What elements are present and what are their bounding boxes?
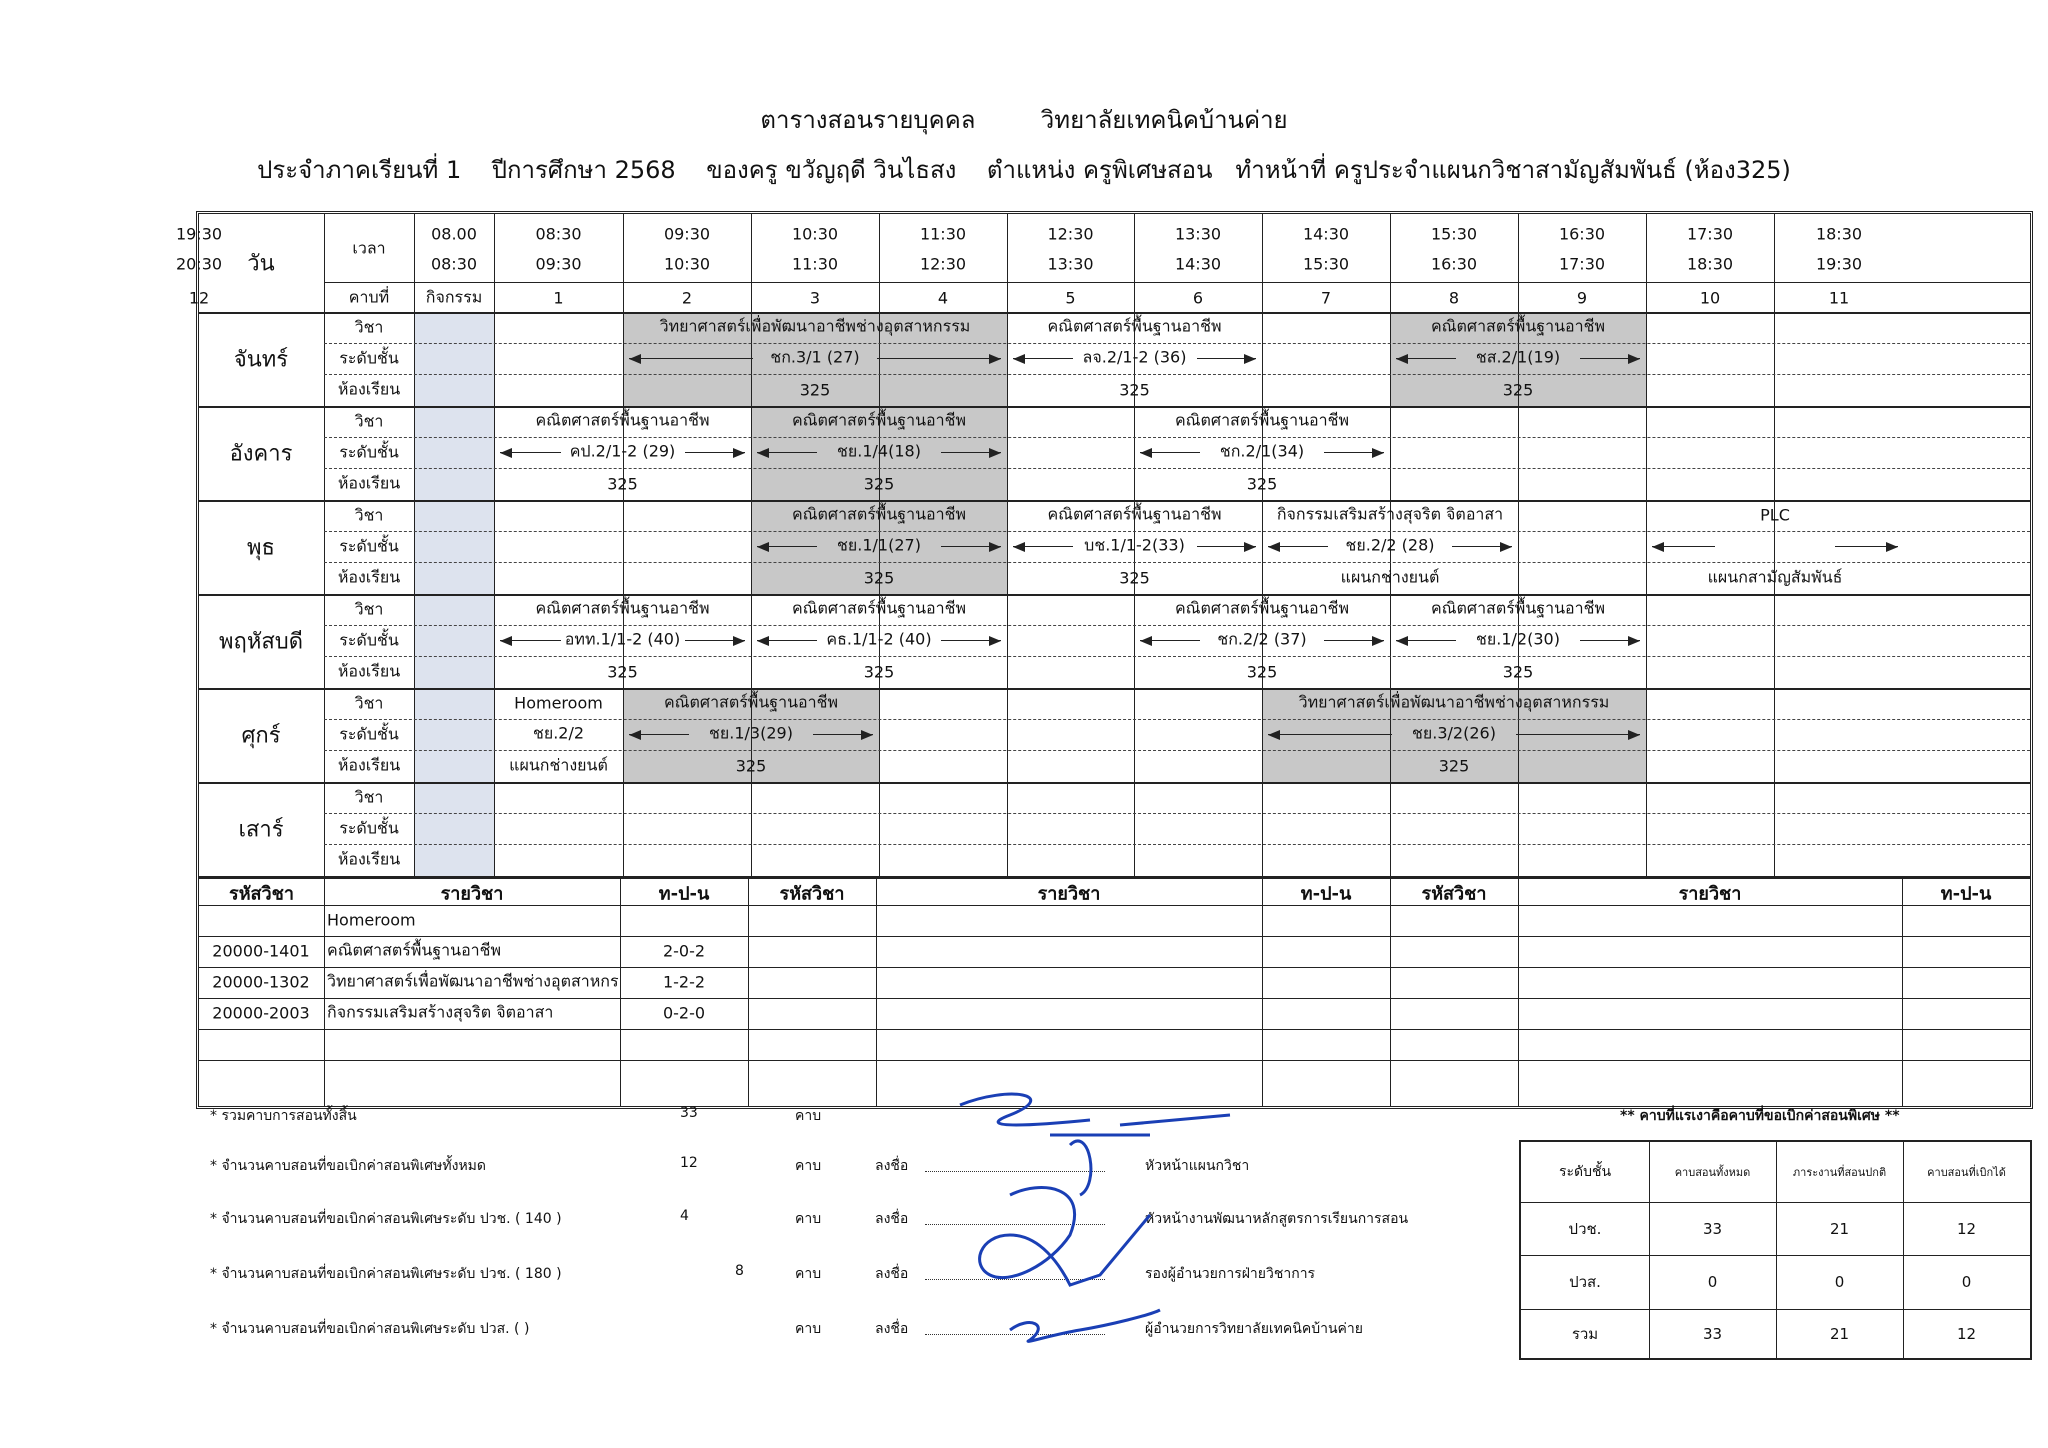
arrow-head-left bbox=[1013, 542, 1025, 552]
grid-line bbox=[324, 879, 325, 1106]
course-code-header: รหัสวิชา bbox=[229, 883, 294, 905]
signer-title: รองผู้อำนวยการฝ่ายวิชาการ bbox=[1145, 1266, 1316, 1282]
time-end: 10:30 bbox=[663, 254, 711, 274]
grid-line bbox=[1521, 1309, 2030, 1310]
course-name-header: รายวิชา bbox=[440, 883, 504, 905]
footer-line-value: 8 bbox=[735, 1263, 744, 1279]
session-level: ชย.1/1(27) bbox=[837, 535, 921, 555]
grid-line bbox=[199, 1060, 2030, 1061]
time-end: 15:30 bbox=[1302, 254, 1350, 274]
footer-line-label: * จำนวนคาบสอนที่ขอเบิกค่าสอนพิเศษระดับ ปวช. ( 180 ) bbox=[210, 1266, 562, 1282]
grid-line bbox=[199, 936, 2030, 937]
college-name: วิทยาลัยเทคนิคบ้านค่าย bbox=[1040, 106, 1288, 134]
grid-line bbox=[199, 998, 2030, 999]
row-label: ระดับชั้น bbox=[339, 536, 399, 556]
semester: ประจำภาคเรียนที่ 1 bbox=[257, 156, 462, 184]
grid-line bbox=[324, 656, 2030, 657]
period-number: 2 bbox=[681, 288, 693, 308]
summary-cell: 12 bbox=[1956, 1219, 1977, 1238]
arrow-head-left bbox=[757, 542, 769, 552]
signature-drawing bbox=[950, 1085, 1280, 1355]
summary-cell: รวม bbox=[1571, 1324, 1599, 1343]
session-subject: คณิตศาสตร์พื้นฐานอาชีพ bbox=[535, 410, 710, 430]
session-room: 325 bbox=[1119, 380, 1150, 400]
day-label: อังคาร bbox=[229, 441, 293, 467]
document-subtitle bbox=[0, 150, 2048, 189]
span-arrow bbox=[629, 358, 753, 359]
grid-line bbox=[1649, 1142, 1650, 1358]
grid-line bbox=[1518, 879, 1519, 1106]
grid-line bbox=[1521, 1202, 2030, 1203]
summary-cell: 0 bbox=[1707, 1273, 1718, 1291]
session-level: อทท.1/1-2 (40) bbox=[564, 629, 681, 649]
grid-line bbox=[324, 719, 2030, 720]
course-tpn-header: ท-ป-น bbox=[658, 883, 710, 905]
session-subject: คณิตศาสตร์พื้นฐานอาชีพ bbox=[1174, 410, 1350, 430]
grid-line bbox=[324, 844, 2030, 845]
period-number: 4 bbox=[937, 288, 949, 308]
course-code-header: รหัสวิชา bbox=[779, 883, 845, 905]
footer-line-value: 4 bbox=[680, 1208, 689, 1224]
grid-line bbox=[1262, 879, 1263, 1106]
course-tpn: 2-0-2 bbox=[662, 941, 706, 961]
arrow-head-left bbox=[1396, 636, 1408, 646]
summary-table bbox=[1519, 1140, 2032, 1360]
grid-line bbox=[324, 282, 2030, 283]
day-label: เสาร์ bbox=[238, 817, 284, 843]
time-start: 18:30 bbox=[1815, 224, 1863, 244]
session-subject: Homeroom bbox=[514, 693, 603, 713]
session-room: 325 bbox=[607, 474, 638, 494]
course-tpn: 1-2-2 bbox=[662, 972, 706, 992]
arrow-head-left bbox=[1268, 542, 1280, 552]
teacher-name: ของครู ขวัญฤดี วินไธสง bbox=[706, 156, 957, 184]
grid-line bbox=[324, 562, 2030, 563]
day-label: พฤหัสบดี bbox=[218, 629, 304, 655]
session-level: ชก.2/1(34) bbox=[1219, 441, 1305, 461]
time-end: 14:30 bbox=[1174, 254, 1222, 274]
day-label: จันทร์ bbox=[233, 347, 289, 373]
summary-cell: 33 bbox=[1702, 1219, 1723, 1238]
session-subject: คณิตศาสตร์พื้นฐานอาชีพ bbox=[1430, 598, 1606, 618]
summary-cell: 12 bbox=[1956, 1324, 1977, 1343]
session-subject: กิจกรรมเสริมสร้างสุจริต จิตอาสา bbox=[1276, 504, 1504, 524]
time-end: 12:30 bbox=[919, 254, 967, 274]
arrow-head-right bbox=[1372, 636, 1384, 646]
session-subject: วิทยาศาสตร์เพื่อพัฒนาอาชีพช่างอุตสาหกรรม bbox=[1298, 692, 1610, 712]
session-subject: คณิตศาสตร์พื้นฐานอาชีพ bbox=[663, 692, 839, 712]
row-label: ห้องเรียน bbox=[337, 567, 401, 587]
session-level: บช.1/1-2(33) bbox=[1084, 535, 1185, 555]
row-label: วิชา bbox=[354, 505, 384, 525]
row-label: ระดับชั้น bbox=[339, 724, 399, 744]
time-start: 10:30 bbox=[791, 224, 839, 244]
grid-line bbox=[1903, 1142, 1904, 1358]
arrow-head-left bbox=[629, 730, 641, 740]
academic-year: ปีการศึกษา 2568 bbox=[491, 156, 676, 184]
grid-line bbox=[324, 750, 2030, 751]
arrow-head-right bbox=[733, 636, 745, 646]
summary-cell: ปวช. bbox=[1568, 1219, 1602, 1238]
course-code: 20000-1302 bbox=[212, 972, 310, 992]
time-start: 13:30 bbox=[1174, 224, 1222, 244]
summary-header: คาบสอนที่เบิกได้ bbox=[1927, 1166, 2006, 1179]
sign-label: ลงชื่อ bbox=[875, 1211, 909, 1227]
time-end: 18:30 bbox=[1686, 254, 1734, 274]
session-room: 325 bbox=[1119, 568, 1150, 588]
row-label: ระดับชั้น bbox=[339, 348, 399, 368]
arrow-head-left bbox=[629, 354, 641, 364]
grid-line bbox=[199, 688, 2030, 690]
signer-title: หัวหน้าแผนกวิชา bbox=[1145, 1158, 1250, 1174]
session-level: ชส.2/1(19) bbox=[1475, 347, 1561, 367]
period-number: 6 bbox=[1192, 288, 1204, 308]
grid-line bbox=[1776, 1142, 1777, 1358]
row-label: ระดับชั้น bbox=[339, 630, 399, 650]
session-room: 325 bbox=[863, 474, 895, 494]
session-room: แผนกช่างยนต์ bbox=[509, 755, 608, 775]
arrow-head-right bbox=[1244, 542, 1256, 552]
footer-line-unit: คาบ bbox=[795, 1321, 822, 1337]
period-header: คาบที่ bbox=[348, 287, 390, 307]
grid-line bbox=[199, 594, 2030, 596]
course-name: กิจกรรมเสริมสร้างสุจริต จิตอาสา bbox=[327, 1002, 554, 1022]
session-level: ชย.3/2(26) bbox=[1412, 723, 1496, 743]
grid-line bbox=[748, 879, 749, 1106]
arrow-head-right bbox=[989, 542, 1001, 552]
row-label: วิชา bbox=[354, 693, 384, 713]
grid-line bbox=[199, 967, 2030, 968]
arrow-head-right bbox=[1628, 730, 1640, 740]
session-room: 325 bbox=[607, 662, 638, 682]
footer-line-label: * จำนวนคาบสอนที่ขอเบิกค่าสอนพิเศษระดับ ปวช. ( 140 ) bbox=[210, 1211, 562, 1227]
summary-cell: ปวส. bbox=[1569, 1273, 1601, 1291]
time-start: 08:30 bbox=[535, 224, 582, 244]
grid-line bbox=[1390, 879, 1391, 1106]
summary-cell: 0 bbox=[1834, 1273, 1845, 1291]
session-subject: คณิตศาสตร์พื้นฐานอาชีพ bbox=[535, 598, 710, 618]
summary-header: คาบสอนทั้งหมด bbox=[1674, 1166, 1751, 1179]
period-number: 12 bbox=[188, 288, 210, 308]
signer-title: ผู้อำนวยการวิทยาลัยเทคนิคบ้านค่าย bbox=[1145, 1321, 1363, 1337]
session-room: 325 bbox=[1246, 662, 1278, 682]
arrow-head-left bbox=[757, 636, 769, 646]
session-subject: วิทยาศาสตร์เพื่อพัฒนาอาชีพช่างอุตสาหกรรม bbox=[659, 316, 971, 336]
session-level: ชย.1/2(30) bbox=[1476, 629, 1560, 649]
arrow-head-right bbox=[1628, 636, 1640, 646]
summary-cell: 33 bbox=[1702, 1324, 1723, 1343]
session-room: 325 bbox=[863, 568, 895, 588]
summary-header: ภาระงานที่สอนปกติ bbox=[1792, 1166, 1887, 1179]
grid-line bbox=[876, 879, 877, 1106]
arrow-head-right bbox=[989, 636, 1001, 646]
time-start: 16:30 bbox=[1558, 224, 1606, 244]
teacher-position: ตำแหน่ง ครูพิเศษสอน bbox=[986, 156, 1213, 184]
signer-title: หัวหน้างานพัฒนาหลักสูตรการเรียนการสอน bbox=[1145, 1211, 1409, 1227]
row-label: วิชา bbox=[354, 317, 384, 337]
arrow-head-right bbox=[1372, 448, 1384, 458]
session-level: ชย.2/2 bbox=[532, 723, 585, 743]
arrow-head-left bbox=[757, 448, 769, 458]
session-level: ชย.2/2 (28) bbox=[1345, 535, 1435, 555]
time-start: 12:30 bbox=[1047, 224, 1094, 244]
arrow-head-left bbox=[1013, 354, 1025, 364]
arrow-head-right bbox=[989, 448, 1001, 458]
time-end: 16:30 bbox=[1430, 254, 1478, 274]
arrow-head-right bbox=[1628, 354, 1640, 364]
time-end: 19:30 bbox=[1815, 254, 1863, 274]
day-header: วัน bbox=[247, 251, 275, 277]
timetable-grid bbox=[175, 211, 2033, 1109]
grid-line bbox=[199, 782, 2030, 784]
grid-line bbox=[324, 625, 2030, 626]
grid-line bbox=[324, 468, 2030, 469]
title: ตารางสอนรายบุคคล bbox=[760, 106, 976, 134]
course-name-header: รายวิชา bbox=[1037, 883, 1101, 905]
period-number: 8 bbox=[1448, 288, 1460, 308]
session-room: 325 bbox=[799, 380, 831, 400]
row-label: ห้องเรียน bbox=[337, 755, 401, 775]
arrow-head-right bbox=[861, 730, 873, 740]
session-level: ชย.1/3(29) bbox=[709, 723, 793, 743]
time-end: 11:30 bbox=[791, 254, 839, 274]
course-code: 20000-1401 bbox=[212, 941, 310, 961]
session-room: 325 bbox=[1502, 380, 1534, 400]
period-number: 7 bbox=[1320, 288, 1332, 308]
arrow-head-left bbox=[1396, 354, 1408, 364]
grid-line bbox=[1902, 879, 1903, 1106]
grid-line bbox=[199, 1029, 2030, 1030]
grid-line bbox=[324, 531, 2030, 532]
footer-line-unit: คาบ bbox=[795, 1158, 822, 1174]
session-subject: คณิตศาสตร์พื้นฐานอาชีพ bbox=[1430, 316, 1606, 336]
period-number: 10 bbox=[1699, 288, 1721, 308]
session-subject: คณิตศาสตร์พื้นฐานอาชีพ bbox=[1047, 504, 1222, 524]
period-number: 3 bbox=[809, 288, 821, 308]
course-tpn-header: ท-ป-น bbox=[1940, 883, 1992, 905]
session-subject: คณิตศาสตร์พื้นฐานอาชีพ bbox=[791, 410, 967, 430]
time-end: 20:30 bbox=[175, 254, 223, 274]
course-name: คณิตศาสตร์พื้นฐานอาชีพ bbox=[327, 940, 502, 960]
time-start: 14:30 bbox=[1302, 224, 1350, 244]
grid-line bbox=[324, 343, 2030, 344]
session-level: คป.2/1-2 (29) bbox=[569, 441, 676, 461]
time-end: 08:30 bbox=[430, 254, 478, 274]
arrow-head-right bbox=[1886, 542, 1898, 552]
grid-line bbox=[620, 879, 621, 1106]
session-room: 325 bbox=[1438, 756, 1470, 776]
footer-line-label: * จำนวนคาบสอนที่ขอเบิกค่าสอนพิเศษระดับ ปวส. ( ) bbox=[210, 1321, 530, 1337]
summary-cell: 0 bbox=[1961, 1273, 1972, 1291]
time-start: 15:30 bbox=[1430, 224, 1478, 244]
grid-line bbox=[324, 437, 2030, 438]
course-name: Homeroom bbox=[327, 910, 416, 930]
time-end: 09:30 bbox=[535, 254, 582, 274]
course-code-header: รหัสวิชา bbox=[1421, 883, 1487, 905]
period-number: 1 bbox=[553, 288, 564, 308]
grid-line bbox=[1521, 1255, 2030, 1256]
summary-header: ระดับชั้น bbox=[1558, 1164, 1612, 1180]
document-title bbox=[0, 100, 2048, 139]
arrow-head-left bbox=[1140, 636, 1152, 646]
session-subject: คณิตศาสตร์พื้นฐานอาชีพ bbox=[791, 598, 967, 618]
sign-label: ลงชื่อ bbox=[875, 1321, 909, 1337]
session-room: 325 bbox=[863, 662, 895, 682]
session-subject: คณิตศาสตร์พื้นฐานอาชีพ bbox=[1174, 598, 1350, 618]
time-start: 11:30 bbox=[919, 224, 967, 244]
activity-header: กิจกรรม bbox=[425, 287, 483, 307]
span-arrow bbox=[1268, 734, 1392, 735]
span-arrow bbox=[1516, 734, 1640, 735]
session-level: ชก.2/2 (37) bbox=[1217, 629, 1307, 649]
arrow-head-right bbox=[733, 448, 745, 458]
arrow-head-left bbox=[1652, 542, 1664, 552]
arrow-head-right bbox=[1500, 542, 1512, 552]
footer-line-value: 33 bbox=[680, 1105, 698, 1121]
row-label: ห้องเรียน bbox=[337, 661, 401, 681]
footer-line-unit: คาบ bbox=[795, 1211, 822, 1227]
shading-note: ** คาบที่แรเงาคือคาบที่ขอเบิกค่าสอนพิเศษ ** bbox=[1620, 1108, 1900, 1124]
course-tpn: 0-2-0 bbox=[662, 1003, 706, 1023]
course-name-header: รายวิชา bbox=[1678, 883, 1742, 905]
footer-line-unit: คาบ bbox=[795, 1266, 822, 1282]
session-room: 325 bbox=[1246, 474, 1278, 494]
period-number: 11 bbox=[1828, 288, 1850, 308]
arrow-head-left bbox=[1140, 448, 1152, 458]
day-label: พุธ bbox=[247, 535, 275, 561]
footer-line-label: * รวมคาบการสอนทั้งสิ้น bbox=[210, 1108, 357, 1124]
day-label: ศุกร์ bbox=[241, 723, 281, 749]
row-label: ห้องเรียน bbox=[337, 473, 401, 493]
sign-label: ลงชื่อ bbox=[875, 1158, 909, 1174]
row-label: วิชา bbox=[354, 787, 384, 807]
summary-cell: 21 bbox=[1829, 1324, 1850, 1343]
session-subject: PLC bbox=[1760, 505, 1790, 525]
span-arrow bbox=[877, 358, 1001, 359]
session-level: ลจ.2/1-2 (36) bbox=[1082, 347, 1187, 367]
row-label: วิชา bbox=[354, 411, 384, 431]
arrow-head-left bbox=[1268, 730, 1280, 740]
time-end: 17:30 bbox=[1558, 254, 1606, 274]
time-header: เวลา bbox=[352, 238, 386, 258]
arrow-head-left bbox=[500, 636, 512, 646]
arrow-head-right bbox=[989, 354, 1001, 364]
session-level: ชย.1/4(18) bbox=[837, 441, 921, 461]
session-room: แผนกสามัญสัมพันธ์ bbox=[1707, 567, 1843, 587]
sign-label: ลงชื่อ bbox=[875, 1266, 909, 1282]
arrow-head-left bbox=[500, 448, 512, 458]
row-label: ระดับชั้น bbox=[339, 442, 399, 462]
grid-line bbox=[324, 374, 2030, 375]
period-number: 9 bbox=[1576, 288, 1588, 308]
row-label: ห้องเรียน bbox=[337, 849, 401, 869]
footer-line-unit: คาบ bbox=[795, 1108, 822, 1124]
grid-line bbox=[199, 406, 2030, 408]
course-name: วิทยาศาสตร์เพื่อพัฒนาอาชีพช่างอุตสาหกร bbox=[327, 971, 619, 991]
course-tpn-header: ท-ป-น bbox=[1300, 883, 1352, 905]
session-room: แผนกช่างยนต์ bbox=[1340, 567, 1440, 587]
period-number: 5 bbox=[1065, 288, 1076, 308]
session-level: คธ.1/1-2 (40) bbox=[826, 629, 932, 649]
session-subject: คณิตศาสตร์พื้นฐานอาชีพ bbox=[1047, 316, 1222, 336]
time-start: 08.00 bbox=[431, 224, 477, 244]
course-code: 20000-2003 bbox=[212, 1003, 310, 1023]
session-subject: คณิตศาสตร์พื้นฐานอาชีพ bbox=[791, 504, 967, 524]
session-room: 325 bbox=[735, 756, 767, 776]
row-label: ระดับชั้น bbox=[339, 818, 399, 838]
grid-line bbox=[324, 813, 2030, 814]
time-start: 19:30 bbox=[175, 224, 223, 244]
footer-line-label: * จำนวนคาบสอนที่ขอเบิกค่าสอนพิเศษทั้งหมด bbox=[210, 1158, 487, 1174]
time-start: 17:30 bbox=[1686, 224, 1734, 244]
teacher-duty: ทำหน้าที่ ครูประจำแผนกวิชาสามัญสัมพันธ์ (ห้อง325) bbox=[1235, 156, 1791, 184]
time-start: 09:30 bbox=[663, 224, 711, 244]
time-end: 13:30 bbox=[1047, 254, 1094, 274]
row-label: ห้องเรียน bbox=[337, 379, 401, 399]
footer-line-value: 12 bbox=[680, 1155, 698, 1171]
summary-cell: 21 bbox=[1829, 1219, 1850, 1238]
session-room: 325 bbox=[1502, 662, 1534, 682]
session-level: ชก.3/1 (27) bbox=[770, 347, 860, 367]
row-label: วิชา bbox=[354, 599, 384, 619]
arrow-head-right bbox=[1244, 354, 1256, 364]
